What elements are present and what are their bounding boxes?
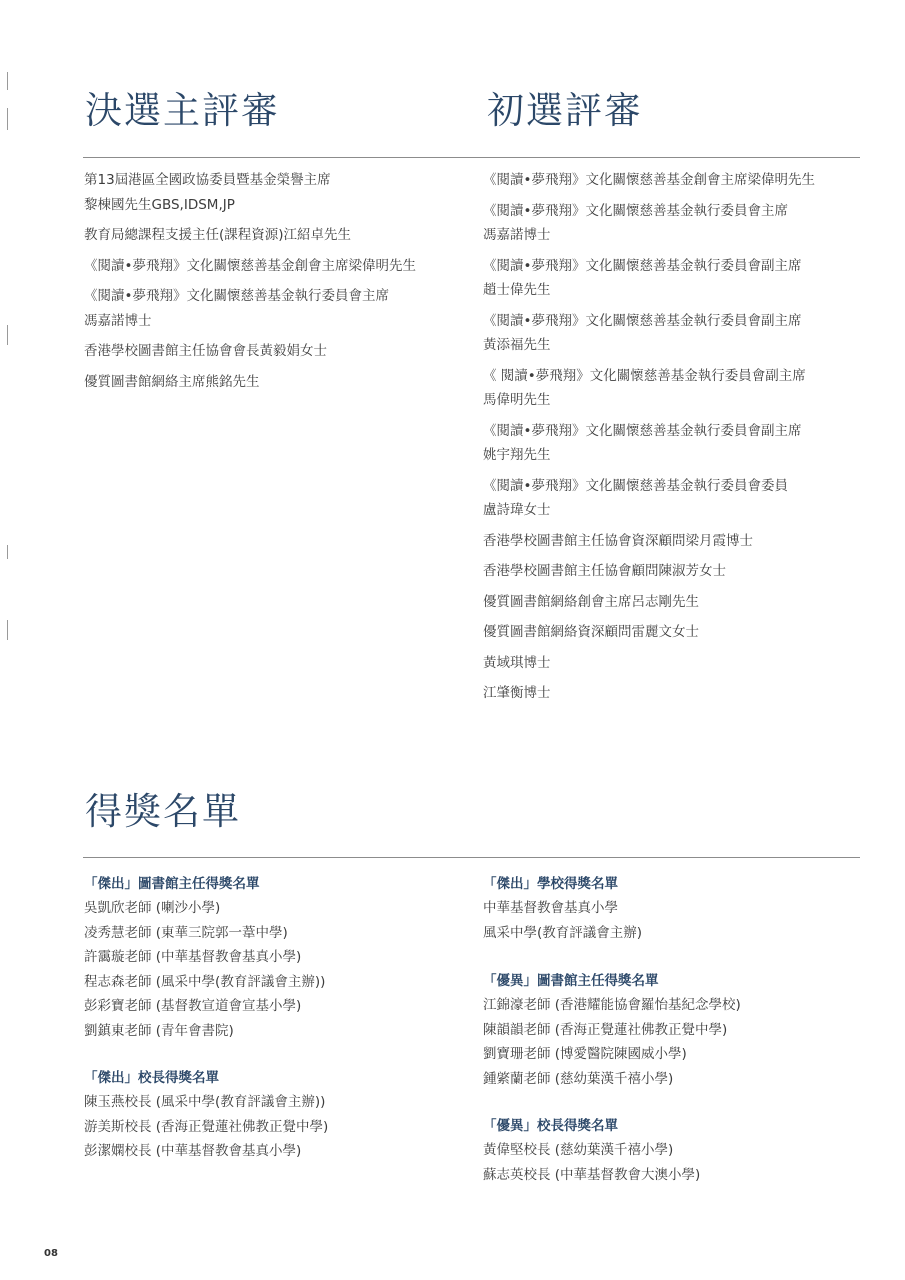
award-recipient: 游美斯校長 (香海正覺蓮社佛教正覺中學) [84,1118,329,1135]
award-list [84,896,325,1043]
judge-name-line: 黃添福先生 [483,337,551,353]
award-recipient: 凌秀慧老師 (東華三院郭一葦中學) [84,924,288,941]
award-recipient: 彭彩寶老師 (基督教宣道會宣基小學) [84,998,302,1014]
award-recipient: 陳韻韻老師 (香海正覺蓮社佛教正覺中學) [483,1021,728,1038]
margin-tick [7,72,8,90]
award-group-heading: 「傑出」校長得獎名單 [84,1070,219,1086]
judge-entry [84,254,474,279]
page-number: 08 [44,1248,58,1259]
judge-title-line: 優質圖書館網絡資深顧問雷麗文女士 [483,624,699,640]
award-recipient: 劉寶珊老師 (博愛醫院陳國威小學) [483,1046,687,1062]
judge-entry [483,419,883,468]
final-judges-title: 決選主評審 [85,89,280,132]
judge-title-line: 香港學校圖書館主任協會資深顧問梁月霞博士 [483,532,753,549]
award-group [84,872,325,1043]
judge-name-line: 馮嘉諾博士 [483,227,551,243]
margin-tick [7,620,8,640]
award-recipient: 中華基督教會基真小學 [483,900,618,916]
judge-title-line: 《閱讀•夢飛翔》文化關懷慈善基金執行委員會副主席 [483,257,802,274]
judge-entry [483,529,883,554]
award-group [483,969,741,1091]
judge-entry [84,284,474,333]
judge-title-line: 第13屆港區全國政協委員暨基金榮譽主席 [84,172,331,188]
judge-name-line: 馮嘉諾博士 [84,312,152,329]
award-recipient: 江錦濠老師 (香港耀能協會羅怡基紀念學校) [483,997,741,1013]
preliminary-judges-title: 初選評審 [487,89,643,132]
judge-entry [483,199,883,248]
judge-entry [483,559,883,584]
top-divider [83,157,860,158]
award-recipient: 陳玉燕校長 (風采中學(教育評議會主辦)) [84,1094,326,1110]
judge-entry [483,590,883,615]
judge-title-line: 優質圖書館網絡主席熊銘先生 [84,373,260,390]
judge-title-line: 江肇衡博士 [483,685,551,701]
award-group [483,872,642,945]
judge-title-line: 香港學校圖書館主任協會會長黃毅娟女士 [84,343,327,359]
judge-title-line: 黃域琪博士 [483,654,551,671]
judge-entry [483,254,883,303]
award-recipient: 風采中學(教育評議會主辦) [483,924,643,941]
judge-name-line: 馬偉明先生 [483,392,551,408]
judge-title-line: 《閱讀•夢飛翔》文化關懷慈善基金執行委員會副主席 [483,312,802,329]
award-recipient: 蘇志英校長 (中華基督教會大澳小學) [483,1166,701,1183]
judge-entry [84,339,474,364]
award-list [84,1090,328,1164]
award-recipient: 劉鎮東老師 (青年會書院) [84,1022,234,1039]
judge-title-line: 《閱讀•夢飛翔》文化關懷慈善基金創會主席梁偉明先生 [84,257,416,274]
judge-entry [84,168,474,217]
judge-title-line: 《 閱讀•夢飛翔》文化關懷慈善基金執行委員會副主席 [483,367,806,384]
judge-title-line: 《閱讀•夢飛翔》文化關懷慈善基金執行委員會副主席 [483,422,802,439]
award-group-heading: 「優異」校長得獎名單 [483,1118,618,1134]
judge-entry [483,364,883,413]
judge-title-line: 《閱讀•夢飛翔》文化關懷慈善基金執行委員會主席 [84,288,389,304]
award-recipient: 程志森老師 (風采中學(教育評議會主辦)) [84,973,326,990]
award-group-heading: 「傑出」學校得獎名單 [483,876,618,892]
margin-tick [7,325,8,345]
margin-tick [7,545,8,559]
preliminary-judges-list [483,168,883,712]
awards-divider [83,857,860,858]
judge-name-line: 黎棟國先生GBS,IDSM,JP [84,196,235,213]
award-group-heading: 「優異」圖書館主任得獎名單 [483,973,659,989]
final-judges-list [84,168,474,400]
judge-entry [483,168,883,193]
judge-entry [483,309,883,358]
judge-name-line: 盧詩瑋女士 [483,502,551,518]
award-recipient: 彭潔嫻校長 (中華基督教會基真小學) [84,1143,302,1159]
judge-title-line: 優質圖書館網絡創會主席呂志剛先生 [483,593,699,610]
judge-name-line: 姚宇翔先生 [483,447,551,463]
judge-name-line: 趙士偉先生 [483,282,551,298]
award-recipient: 吳凱欣老師 (喇沙小學) [84,900,221,916]
judge-entry [483,474,883,523]
judge-title-line: 教育局總課程支援主任(課程資源)江紹卓先生 [84,227,352,243]
awards-title: 得獎名單 [85,790,241,833]
award-group [84,1066,328,1164]
judge-title-line: 香港學校圖書館主任協會顧問陳淑芳女士 [483,563,726,579]
award-recipient: 鍾綮蘭老師 (慈幼葉漢千禧小學) [483,1070,674,1087]
judge-entry [84,223,474,248]
judge-title-line: 《閱讀•夢飛翔》文化關懷慈善基金執行委員會主席 [483,202,788,219]
award-group [483,1114,700,1187]
judge-title-line: 《閱讀•夢飛翔》文化關懷慈善基金創會主席梁偉明先生 [483,172,815,188]
judge-entry [483,620,883,645]
award-list [483,993,741,1091]
award-list [483,1138,700,1187]
judge-entry [84,370,474,395]
award-recipient: 黃偉堅校長 (慈幼葉漢千禧小學) [483,1142,674,1158]
margin-tick [7,108,8,130]
award-group-heading: 「傑出」圖書館主任得獎名單 [84,876,260,892]
judge-entry [483,681,883,706]
award-recipient: 許靄璇老師 (中華基督教會基真小學) [84,949,302,965]
judge-entry [483,651,883,676]
judge-title-line: 《閱讀•夢飛翔》文化關懷慈善基金執行委員會委員 [483,477,788,494]
award-list [483,896,642,945]
